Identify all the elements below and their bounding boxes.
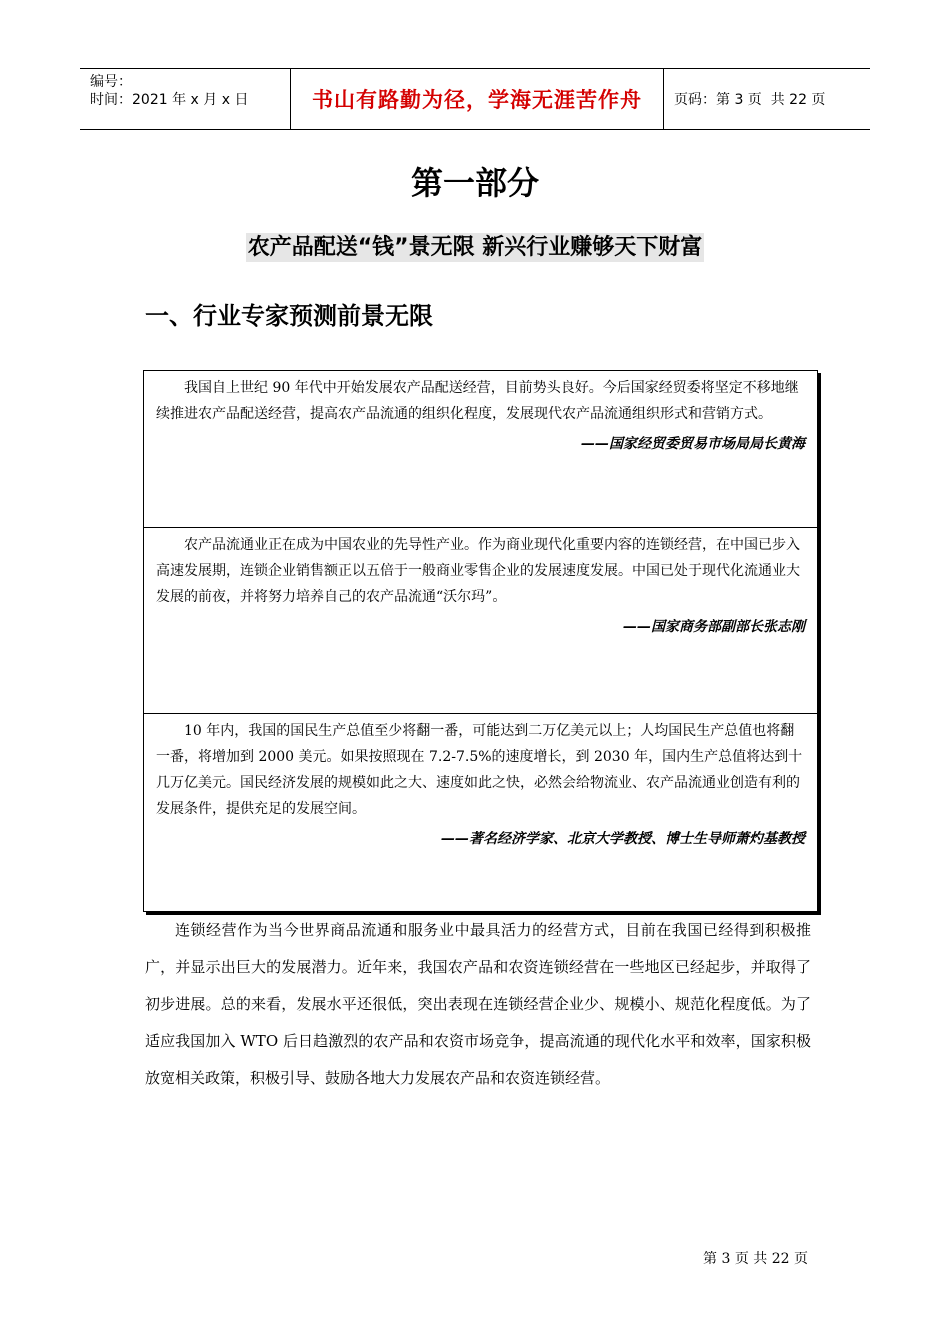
- header-meta: [80, 69, 290, 129]
- page-header: [80, 68, 870, 130]
- quote-box: [143, 370, 818, 912]
- time-label: 时间：2021 年 x 月 x 日: [90, 92, 249, 108]
- quote-cell: [144, 527, 817, 713]
- quote-source: ——国家商务部副部长张志刚: [623, 619, 805, 635]
- number-label: 编号：: [90, 74, 132, 90]
- body-paragraph: 连锁经营作为当今世界商品流通和服务业中最具活力的经营方式，目前在我国已经得到积极推广，并显示出巨大的发展潜力。近年来，我国农产品和农资连锁经营在一些地区已经起步，并取得了初步进展。总的来看，发展水平还很低，突出表现在连锁经营企业少、规模小、规范化程度低。为了适应我国加入 WTO 后日趋激烈的农产品和农资市场竞争，提高流通的现代化水平和效率，国家积极放宽相关政策，积极引导、鼓励各地大力发展农产品和农资连锁经营。: [145, 921, 811, 1087]
- quote-cell: [144, 371, 817, 527]
- quote-source: ——著名经济学家、北京大学教授、博士生导师萧灼基教授: [441, 831, 805, 847]
- body-section: [145, 912, 811, 1097]
- section-heading: 一、行业专家预测前景无限: [145, 302, 433, 330]
- subtitle: 农产品配送“钱”景无限 新兴行业赚够天下财富: [247, 235, 703, 260]
- page-title: 第一部分: [410, 164, 539, 202]
- quote-text: 农产品流通业正在成为中国农业的先导性产业。作为商业现代化重要内容的连锁经营，在中国已步入高速发展期，连锁企业销售额正以五倍于一般商业零售企业的发展速度发展。中国已处于现代化流通业大发展的前夜，并将努力培养自己的农产品流通“沃尔玛”。: [156, 537, 800, 605]
- quote-text: 我国自上世纪 90 年代中开始发展农产品配送经营，目前势头良好。今后国家经贸委将坚定不移地继续推进农产品配送经营，提高农产品流通的组织化程度，发展现代农产品流通组织形式和营销方式。: [156, 380, 799, 422]
- quote-cell: [144, 713, 817, 911]
- header-page-info: 页码：第 3 页 共 22 页: [674, 92, 826, 108]
- quote-source: ——国家经贸委贸易市场局局长黄海: [581, 436, 805, 452]
- page-footer: 第 3 页 共 22 页: [703, 1251, 808, 1267]
- quote-text: 10 年内，我国的国民生产总值至少将翻一番，可能达到二万亿美元以上；人均国民生产总值也将翻一番，将增加到 2000 美元。如果按照现在 7.2-7.5%的速度增长，到 2030 年，国内生产总值将达到十几万亿美元。国民经济发展的规模如此之大、速度如此之快，必然会给物流业、农产品流通业创造有利的发展条件，提供充足的发展空间。: [156, 723, 803, 817]
- header-motto: 书山有路勤为径，学海无涯苦作舟: [290, 69, 664, 129]
